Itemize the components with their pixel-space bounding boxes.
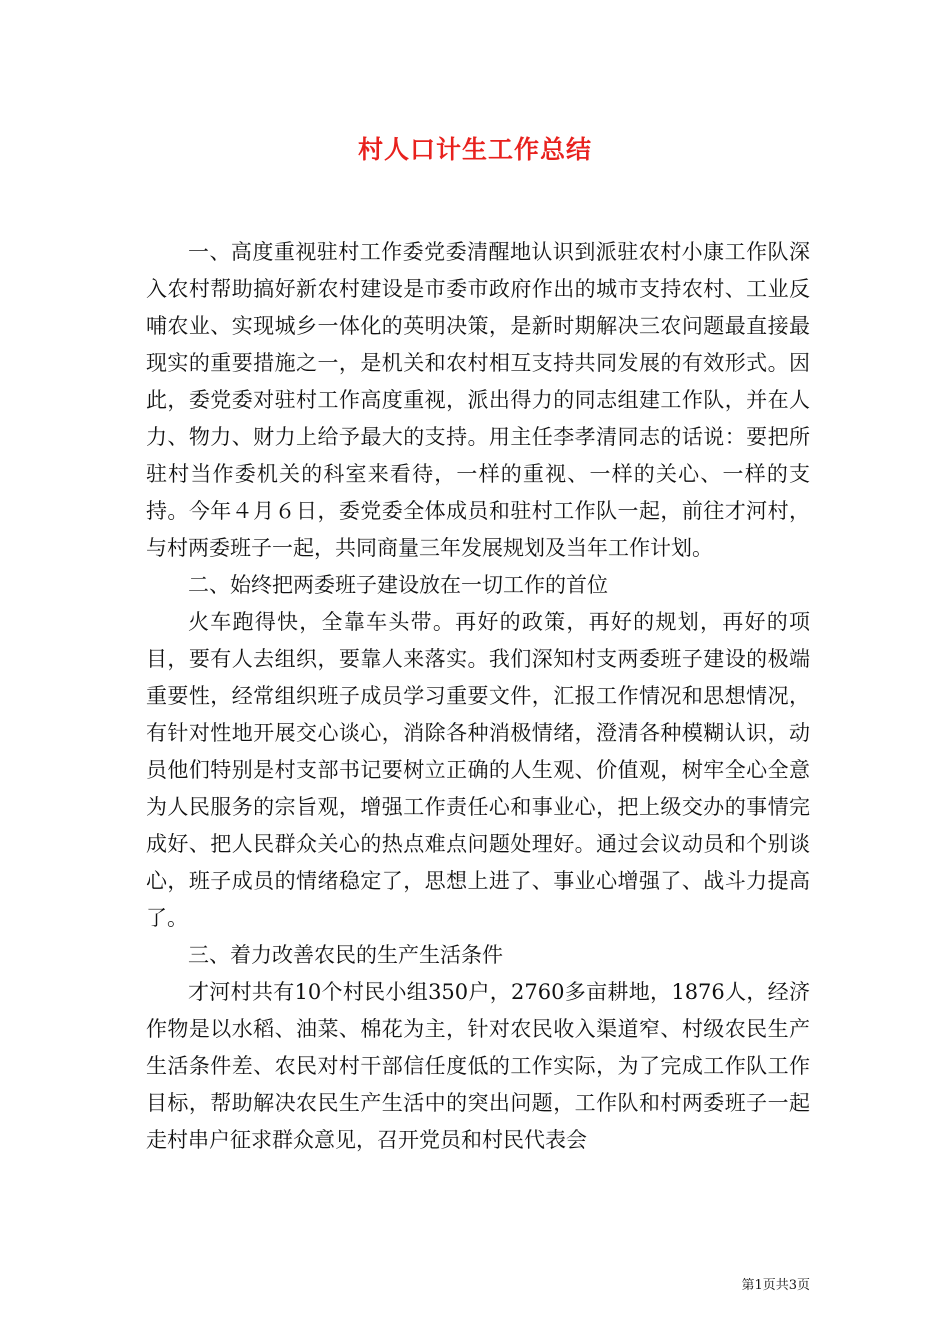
heading-section-three: 三、着力改善农民的生产生活条件: [188, 943, 503, 967]
page-number-footer: 第1页共3页: [741, 1278, 810, 1293]
paragraph-section-one: 一、高度重视驻村工作委党委清醒地认识到派驻农村小康工作队深入农村帮助搞好新农村建设是市委市政府作出的城市支持农村、工业反哺农业、实现城乡一体化的英明决策，是新时期解决三农问题最直接最现实的重要措施之一，是机关和农村相互支持共同发展的有效形式。因此，委党委对驻村工作高度重视，派出得力的同志组建工作队，并在人力、物力、财力上给予最大的支持。用主任李孝清同志的话说：要把所驻村当作委机关的科室来看待，一样的重视、一样的关心、一样的支持。今年４月６日，委党委全体成员和驻村工作队一起，前往才河村，与村两委班子一起，共同商量三年发展规划及当年工作计划。: [146, 240, 810, 560]
paragraph-section-three: 才河村共有10个村民小组350户，2760多亩耕地，1876人，经济作物是以水稻、油菜、棉花为主，针对农民收入渠道窄、村级农民生产生活条件差、农民对村干部信任度低的工作实际，为了完成工作队工作目标，帮助解决农民生产生活中的突出问题，工作队和村两委班子一起走村串户征求群众意见，召开党员和村民代表会: [146, 980, 810, 1152]
heading-section-two: 二、始终把两委班子建设放在一切工作的首位: [188, 573, 608, 597]
paragraph-section-two: 火车跑得快，全靠车头带。再好的政策，再好的规划，再好的项目，要有人去组织，要靠人来落实。我们深知村支两委班子建设的极端重要性，经常组织班子成员学习重要文件，汇报工作情况和思想情况，有针对性地开展交心谈心，消除各种消极情绪，澄清各种模糊认识，动员他们特别是村支部书记要树立正确的人生观、价值观，树牢全心全意为人民服务的宗旨观，增强工作责任心和事业心，把上级交办的事情完成好、把人民群众关心的热点难点问题处理好。通过会议动员和个别谈心，班子成员的情绪稳定了，思想上进了、事业心增强了、战斗力提高了。: [146, 610, 810, 930]
document-body: [146, 234, 810, 1159]
document-title: 村人口计生工作总结: [357, 135, 592, 164]
